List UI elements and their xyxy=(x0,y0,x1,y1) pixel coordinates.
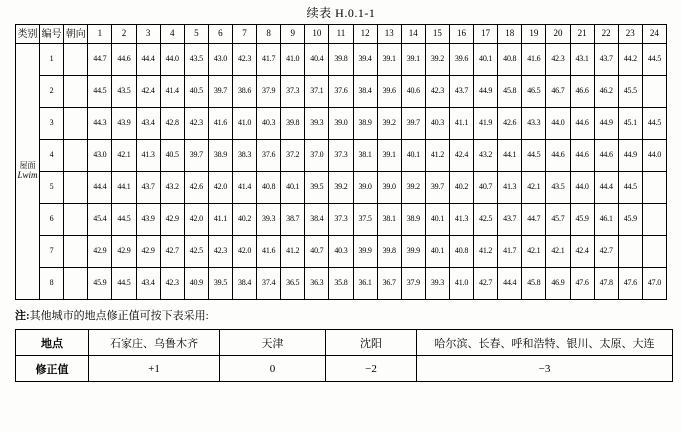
cell-value: 37.6 xyxy=(257,140,281,172)
cell-value: 43.2 xyxy=(160,172,184,204)
cell-value: 38.1 xyxy=(353,140,377,172)
cell-value: 42.3 xyxy=(546,44,570,76)
cell-value: 46.5 xyxy=(522,76,546,108)
cell-value: 41.6 xyxy=(208,108,232,140)
cell-value: 36.1 xyxy=(353,268,377,300)
cell-value: 43.9 xyxy=(136,204,160,236)
cell-value: 44.3 xyxy=(88,108,112,140)
cell-value xyxy=(642,172,666,204)
location-cell: 天津 xyxy=(220,330,326,356)
row-orientation xyxy=(64,108,88,140)
header-hour-24: 24 xyxy=(642,25,666,44)
row-number: 4 xyxy=(40,140,64,172)
table-body xyxy=(16,44,667,300)
cell-value: 41.2 xyxy=(425,140,449,172)
cell-value: 39.7 xyxy=(425,172,449,204)
correction-table xyxy=(15,329,673,382)
header-hour-15: 15 xyxy=(425,25,449,44)
cell-value: 42.4 xyxy=(136,76,160,108)
header-hour-17: 17 xyxy=(474,25,498,44)
cell-value: 37.9 xyxy=(257,76,281,108)
cell-value: 37.3 xyxy=(329,140,353,172)
cell-value: 38.9 xyxy=(353,108,377,140)
cell-value: 41.0 xyxy=(281,44,305,76)
cell-value xyxy=(642,204,666,236)
cell-value: 41.6 xyxy=(522,44,546,76)
table-row xyxy=(16,236,667,268)
cell-value: 38.9 xyxy=(208,140,232,172)
cell-value: 43.0 xyxy=(88,140,112,172)
cell-value: 39.4 xyxy=(353,44,377,76)
correction-value: +1 xyxy=(89,356,220,382)
cell-value: 39.8 xyxy=(377,236,401,268)
cell-value: 42.7 xyxy=(474,268,498,300)
row-number: 6 xyxy=(40,204,64,236)
cell-value: 38.4 xyxy=(232,268,256,300)
table-row xyxy=(16,108,667,140)
cell-value: 41.0 xyxy=(449,268,473,300)
correction-row-label-location: 地点 xyxy=(16,330,89,356)
cell-value: 39.3 xyxy=(425,268,449,300)
cell-value: 37.5 xyxy=(353,204,377,236)
cell-value: 37.3 xyxy=(329,204,353,236)
cell-value: 41.7 xyxy=(498,236,522,268)
cell-value: 42.9 xyxy=(88,236,112,268)
cell-value: 42.7 xyxy=(160,236,184,268)
location-cell: 沈阳 xyxy=(326,330,417,356)
cell-value: 38.4 xyxy=(305,204,329,236)
cell-value: 41.2 xyxy=(474,236,498,268)
cell-value: 41.3 xyxy=(449,204,473,236)
cell-value xyxy=(642,76,666,108)
cell-value: 38.9 xyxy=(401,204,425,236)
table-header-row xyxy=(16,25,667,44)
cell-value: 37.0 xyxy=(305,140,329,172)
cell-value: 44.1 xyxy=(112,172,136,204)
header-hour-21: 21 xyxy=(570,25,594,44)
cell-value: 42.1 xyxy=(522,172,546,204)
cell-value: 44.5 xyxy=(642,108,666,140)
cell-value: 42.0 xyxy=(208,172,232,204)
cell-value: 43.1 xyxy=(570,44,594,76)
cell-value: 37.9 xyxy=(401,268,425,300)
cell-value: 44.6 xyxy=(546,140,570,172)
cell-value: 42.9 xyxy=(136,236,160,268)
cell-value: 43.7 xyxy=(136,172,160,204)
cell-value: 43.2 xyxy=(474,140,498,172)
cell-value: 37.1 xyxy=(305,76,329,108)
cell-value: 39.7 xyxy=(401,108,425,140)
category-cell xyxy=(16,44,40,300)
cell-value: 42.9 xyxy=(160,204,184,236)
cell-value: 44.5 xyxy=(112,204,136,236)
header-hour-6: 6 xyxy=(208,25,232,44)
table-row xyxy=(16,204,667,236)
row-orientation xyxy=(64,76,88,108)
cell-value: 39.0 xyxy=(353,172,377,204)
cell-value: 44.5 xyxy=(642,44,666,76)
cell-value: 39.8 xyxy=(329,44,353,76)
note-text xyxy=(15,307,682,323)
cell-value: 40.2 xyxy=(232,204,256,236)
cell-value: 41.4 xyxy=(232,172,256,204)
cell-value: 39.9 xyxy=(401,236,425,268)
table-row xyxy=(16,172,667,204)
cell-value: 40.1 xyxy=(474,44,498,76)
location-cell: 哈尔滨、长春、呼和浩特、银川、太原、大连 xyxy=(417,330,673,356)
cell-value: 46.1 xyxy=(594,204,618,236)
table-row xyxy=(16,356,673,382)
cell-value: 41.3 xyxy=(136,140,160,172)
category-label: 屋面 xyxy=(19,161,36,171)
cell-value: 41.0 xyxy=(232,108,256,140)
cell-value: 42.7 xyxy=(594,236,618,268)
table-row xyxy=(16,140,667,172)
cell-value: 41.2 xyxy=(281,236,305,268)
cell-value: 36.5 xyxy=(281,268,305,300)
header-hour-18: 18 xyxy=(498,25,522,44)
cell-value: 43.9 xyxy=(112,108,136,140)
cell-value: 42.1 xyxy=(546,236,570,268)
cell-value: 45.4 xyxy=(88,204,112,236)
cell-value: 40.4 xyxy=(305,44,329,76)
header-hour-3: 3 xyxy=(136,25,160,44)
cell-value: 44.5 xyxy=(88,76,112,108)
cell-value: 39.6 xyxy=(449,44,473,76)
cell-value: 40.2 xyxy=(449,172,473,204)
cell-value: 39.2 xyxy=(377,108,401,140)
cell-value: 39.7 xyxy=(208,76,232,108)
cell-value: 43.5 xyxy=(112,76,136,108)
cell-value: 40.3 xyxy=(257,108,281,140)
header-hour-4: 4 xyxy=(160,25,184,44)
cell-value: 35.8 xyxy=(329,268,353,300)
header-hour-10: 10 xyxy=(305,25,329,44)
cell-value: 41.1 xyxy=(449,108,473,140)
cell-value: 43.3 xyxy=(522,108,546,140)
note-label: 注: xyxy=(15,310,30,322)
cell-value: 44.9 xyxy=(594,108,618,140)
cell-value: 37.6 xyxy=(329,76,353,108)
cell-value: 47.6 xyxy=(618,268,642,300)
cell-value: 41.6 xyxy=(257,236,281,268)
cell-value: 47.0 xyxy=(642,268,666,300)
header-hour-9: 9 xyxy=(281,25,305,44)
cell-value xyxy=(618,236,642,268)
cell-value: 41.4 xyxy=(160,76,184,108)
cell-value: 44.0 xyxy=(642,140,666,172)
cell-value: 44.7 xyxy=(88,44,112,76)
cell-value: 44.4 xyxy=(498,268,522,300)
cell-value: 45.9 xyxy=(618,204,642,236)
table-caption: 续表 H.0.1-1 xyxy=(306,6,376,20)
cell-value: 37.2 xyxy=(281,140,305,172)
cell-value: 38.6 xyxy=(232,76,256,108)
cell-value: 40.8 xyxy=(449,236,473,268)
cell-value: 44.0 xyxy=(546,108,570,140)
cell-value: 40.1 xyxy=(401,140,425,172)
cell-value: 40.5 xyxy=(160,140,184,172)
cell-value: 43.7 xyxy=(498,204,522,236)
header-hour-5: 5 xyxy=(184,25,208,44)
cell-value: 39.5 xyxy=(305,172,329,204)
cell-value xyxy=(642,236,666,268)
cell-value: 42.3 xyxy=(160,268,184,300)
cell-value: 38.7 xyxy=(281,204,305,236)
cell-value: 44.6 xyxy=(112,44,136,76)
cell-value: 43.7 xyxy=(449,76,473,108)
cell-value: 36.3 xyxy=(305,268,329,300)
cell-value: 39.5 xyxy=(208,268,232,300)
row-orientation xyxy=(64,204,88,236)
correction-table-body xyxy=(16,330,673,382)
cell-value: 44.6 xyxy=(594,140,618,172)
header-number: 编号 xyxy=(40,25,64,44)
cell-value: 42.3 xyxy=(208,236,232,268)
cell-value: 39.2 xyxy=(401,172,425,204)
cell-value: 44.5 xyxy=(618,172,642,204)
correction-value: −2 xyxy=(326,356,417,382)
cell-value: 40.3 xyxy=(329,236,353,268)
cell-value: 45.8 xyxy=(498,76,522,108)
cell-value: 46.9 xyxy=(546,268,570,300)
cell-value: 39.3 xyxy=(305,108,329,140)
cell-value: 42.9 xyxy=(112,236,136,268)
cell-value: 46.6 xyxy=(570,76,594,108)
cell-value: 39.6 xyxy=(377,76,401,108)
note-body: 其他城市的地点修正值可按下表采用: xyxy=(29,310,209,322)
cell-value: 42.3 xyxy=(184,108,208,140)
header-hour-11: 11 xyxy=(329,25,353,44)
header-hour-16: 16 xyxy=(449,25,473,44)
cell-value: 44.0 xyxy=(160,44,184,76)
cell-value: 38.1 xyxy=(377,204,401,236)
cell-value: 44.4 xyxy=(88,172,112,204)
table-head xyxy=(16,25,667,44)
cell-value: 45.9 xyxy=(570,204,594,236)
cell-value: 47.8 xyxy=(594,268,618,300)
header-hour-7: 7 xyxy=(232,25,256,44)
cell-value: 39.0 xyxy=(329,108,353,140)
row-orientation xyxy=(64,268,88,300)
cell-value: 43.5 xyxy=(184,44,208,76)
cell-value: 42.0 xyxy=(184,204,208,236)
cell-value: 39.3 xyxy=(257,204,281,236)
cell-value: 45.1 xyxy=(618,108,642,140)
cell-value: 38.4 xyxy=(353,76,377,108)
cell-value: 44.9 xyxy=(618,140,642,172)
header-hour-1: 1 xyxy=(88,25,112,44)
table-row xyxy=(16,44,667,76)
cell-value: 44.5 xyxy=(522,140,546,172)
cell-value: 40.1 xyxy=(281,172,305,204)
table-row xyxy=(16,268,667,300)
row-number: 7 xyxy=(40,236,64,268)
header-orientation: 朝向 xyxy=(64,25,88,44)
cell-value: 45.8 xyxy=(522,268,546,300)
cell-value: 44.7 xyxy=(522,204,546,236)
cell-value: 40.7 xyxy=(474,172,498,204)
cell-value: 40.1 xyxy=(425,236,449,268)
cell-value: 44.6 xyxy=(570,108,594,140)
cell-value: 38.3 xyxy=(232,140,256,172)
header-hour-13: 13 xyxy=(377,25,401,44)
cell-value: 41.1 xyxy=(208,204,232,236)
cell-value: 41.3 xyxy=(498,172,522,204)
cell-value: 43.4 xyxy=(136,108,160,140)
cell-value: 39.1 xyxy=(377,44,401,76)
cell-value: 39.1 xyxy=(377,140,401,172)
cell-value: 40.7 xyxy=(305,236,329,268)
header-hour-2: 2 xyxy=(112,25,136,44)
cell-value: 42.6 xyxy=(184,172,208,204)
cell-value: 41.9 xyxy=(474,108,498,140)
row-number: 1 xyxy=(40,44,64,76)
header-hour-20: 20 xyxy=(546,25,570,44)
cell-value: 44.4 xyxy=(136,44,160,76)
cell-value: 44.2 xyxy=(618,44,642,76)
cell-value: 36.7 xyxy=(377,268,401,300)
cell-value: 41.7 xyxy=(257,44,281,76)
cell-value: 44.4 xyxy=(594,172,618,204)
cell-value: 42.3 xyxy=(425,76,449,108)
cell-value: 40.1 xyxy=(425,204,449,236)
cell-value: 42.5 xyxy=(474,204,498,236)
cell-value: 43.7 xyxy=(594,44,618,76)
cell-value: 44.1 xyxy=(498,140,522,172)
cell-value: 43.5 xyxy=(546,172,570,204)
cell-value: 46.2 xyxy=(594,76,618,108)
header-hour-22: 22 xyxy=(594,25,618,44)
location-cell: 石家庄、乌鲁木齐 xyxy=(89,330,220,356)
cell-value: 42.0 xyxy=(232,236,256,268)
cell-value: 42.8 xyxy=(160,108,184,140)
main-data-table xyxy=(15,24,667,300)
row-orientation xyxy=(64,236,88,268)
row-orientation xyxy=(64,140,88,172)
header-hour-19: 19 xyxy=(522,25,546,44)
cell-value: 44.6 xyxy=(570,140,594,172)
row-number: 2 xyxy=(40,76,64,108)
cell-value: 39.2 xyxy=(329,172,353,204)
cell-value: 42.4 xyxy=(449,140,473,172)
table-row xyxy=(16,76,667,108)
cell-value: 39.8 xyxy=(281,108,305,140)
cell-value: 43.0 xyxy=(208,44,232,76)
cell-value: 43.4 xyxy=(136,268,160,300)
cell-value: 47.6 xyxy=(570,268,594,300)
header-category: 类别 xyxy=(16,25,40,44)
cell-value: 44.5 xyxy=(112,268,136,300)
cell-value: 42.5 xyxy=(184,236,208,268)
cell-value: 40.3 xyxy=(425,108,449,140)
cell-value: 46.7 xyxy=(546,76,570,108)
correction-row-label-value: 修正值 xyxy=(16,356,89,382)
header-hour-8: 8 xyxy=(257,25,281,44)
cell-value: 40.8 xyxy=(257,172,281,204)
cell-value: 40.5 xyxy=(184,76,208,108)
cell-value: 39.1 xyxy=(401,44,425,76)
cell-value: 39.0 xyxy=(377,172,401,204)
cell-value: 42.4 xyxy=(570,236,594,268)
cell-value: 39.7 xyxy=(184,140,208,172)
row-number: 3 xyxy=(40,108,64,140)
cell-value: 44.0 xyxy=(570,172,594,204)
header-hour-12: 12 xyxy=(353,25,377,44)
cell-value: 40.8 xyxy=(498,44,522,76)
row-orientation xyxy=(64,172,88,204)
cell-value: 42.3 xyxy=(232,44,256,76)
cell-value: 42.1 xyxy=(112,140,136,172)
cell-value: 44.9 xyxy=(474,76,498,108)
cell-value: 37.4 xyxy=(257,268,281,300)
cell-value: 37.3 xyxy=(281,76,305,108)
cell-value: 39.2 xyxy=(425,44,449,76)
row-number: 8 xyxy=(40,268,64,300)
cell-value: 45.5 xyxy=(618,76,642,108)
cell-value: 40.6 xyxy=(401,76,425,108)
correction-value: −3 xyxy=(417,356,673,382)
cell-value: 39.9 xyxy=(353,236,377,268)
cell-value: 40.9 xyxy=(184,268,208,300)
cell-value: 45.9 xyxy=(88,268,112,300)
table-row xyxy=(16,330,673,356)
row-orientation xyxy=(64,44,88,76)
header-hour-23: 23 xyxy=(618,25,642,44)
category-sublabel: Lwim xyxy=(17,169,38,180)
cell-value: 45.7 xyxy=(546,204,570,236)
cell-value: 42.1 xyxy=(522,236,546,268)
cell-value: 42.6 xyxy=(498,108,522,140)
header-hour-14: 14 xyxy=(401,25,425,44)
row-number: 5 xyxy=(40,172,64,204)
correction-value: 0 xyxy=(220,356,326,382)
